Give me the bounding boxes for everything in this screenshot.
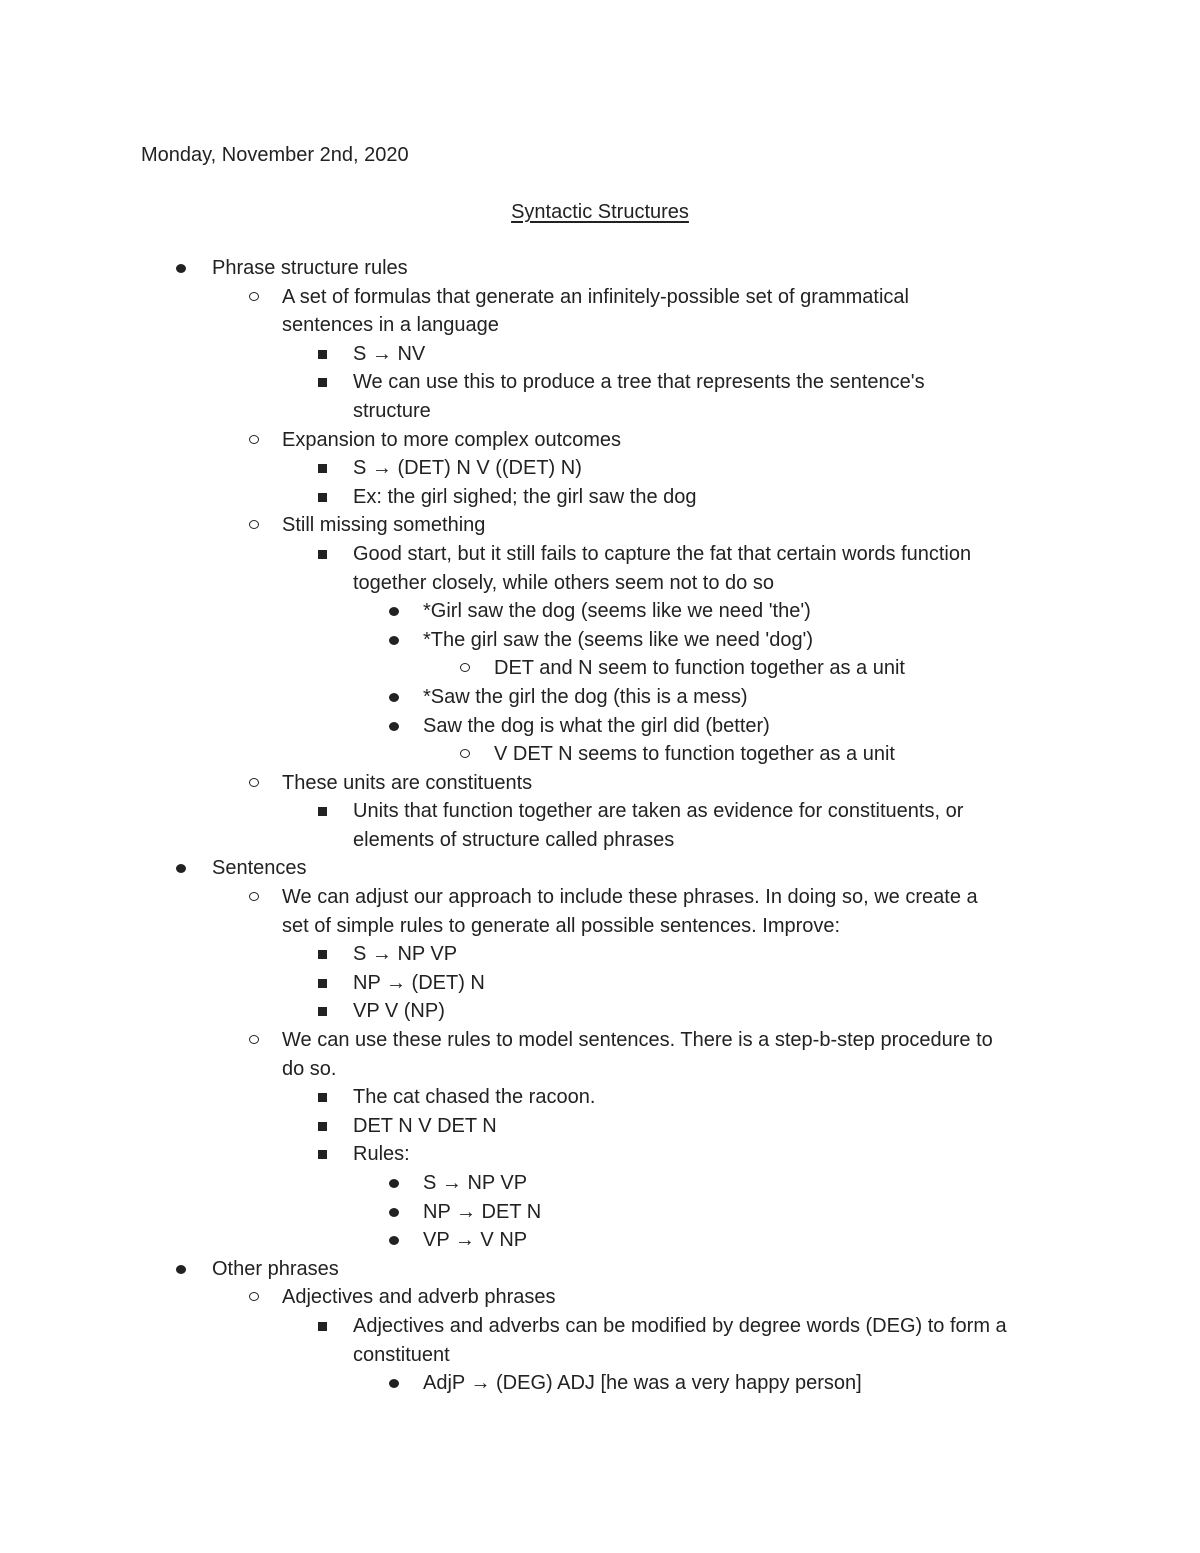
square-bullet-icon: [318, 493, 327, 502]
square-bullet-icon: [318, 1007, 327, 1016]
list-item-text: Phrase structure rules: [212, 257, 408, 279]
list-item-continuation: [0, 569, 1200, 598]
list-item-text: We can adjust our approach to include these phrases. In doing so, we create a: [282, 886, 978, 909]
disc-bullet-icon: [176, 864, 186, 873]
square-bullet-icon: [318, 1122, 327, 1131]
circle-bullet-icon: [249, 1035, 259, 1044]
list-item-text: AdjP → (DEG) ADJ [he was a very happy person]: [423, 1372, 862, 1395]
list-item: [0, 1112, 1200, 1141]
list-item-text: S → (DET) N V ((DET) N): [353, 457, 582, 480]
list-item-text: NP → (DET) N: [353, 971, 485, 994]
list-item: [0, 654, 1200, 683]
list-item: [0, 940, 1200, 969]
list-item-text: Good start, but it still fails to capture the fat that certain words function: [353, 542, 972, 565]
list-item-text: These units are constituents: [282, 771, 533, 794]
list-item-text: S → NP VP: [353, 943, 458, 966]
list-item: [0, 1312, 1200, 1341]
list-item-text: Units that function together are taken as evidence for constituents, or: [353, 800, 964, 823]
circle-bullet-icon: [249, 435, 259, 444]
list-item-continuation: [0, 1055, 1200, 1084]
disc-bullet-icon: [389, 1179, 399, 1188]
disc-bullet-icon: [389, 1236, 399, 1245]
square-bullet-icon: [318, 1322, 327, 1331]
list-item: [0, 483, 1200, 512]
list-item-text: VP V (NP): [353, 1000, 445, 1023]
circle-bullet-icon: [249, 892, 259, 901]
list-item-text: NP → DET N: [423, 1200, 542, 1223]
list-item-text: S → NV: [353, 342, 426, 365]
list-item-text: Rules:: [353, 1143, 410, 1166]
circle-bullet-icon: [249, 1292, 259, 1301]
list-item: [0, 454, 1200, 483]
disc-bullet-icon: [389, 1379, 399, 1388]
disc-bullet-icon: [389, 636, 399, 645]
list-item: [0, 597, 1200, 626]
circle-bullet-icon: [460, 663, 470, 672]
circle-bullet-icon: [249, 520, 259, 529]
list-item-text: Other phrases: [212, 1257, 339, 1280]
list-item-text: *The girl saw the (seems like we need 'dog'): [423, 628, 814, 651]
list-item-text: Expansion to more complex outcomes: [282, 428, 622, 451]
list-item-text: VP → V NP: [423, 1229, 528, 1252]
square-bullet-icon: [318, 464, 327, 473]
list-item-text: Sentences: [212, 857, 307, 880]
list-item: [0, 1369, 1200, 1398]
list-item-continuation: [0, 311, 1200, 340]
list-item-text: Adjectives and adverb phrases: [282, 1286, 556, 1309]
list-item-text: together closely, while others seem not to do so: [353, 571, 774, 594]
list-item-text: elements of structure called phrases: [353, 828, 675, 851]
note-date: Monday, November 2nd, 2020: [141, 144, 409, 166]
list-item-text: The cat chased the racoon.: [353, 1086, 596, 1109]
list-item: [0, 797, 1200, 826]
list-item: [0, 1169, 1200, 1198]
list-item: [0, 969, 1200, 998]
list-item-continuation: [0, 397, 1200, 426]
list-item: [0, 769, 1200, 798]
list-item: [0, 712, 1200, 741]
list-item: [0, 511, 1200, 540]
disc-bullet-icon: [176, 1265, 186, 1274]
list-item-text: constituent: [353, 1343, 450, 1366]
list-item: [0, 1283, 1200, 1312]
disc-bullet-icon: [389, 722, 399, 731]
list-item-text: set of simple rules to generate all possible sentences. Improve:: [282, 914, 841, 937]
list-item-text: Ex: the girl sighed; the girl saw the dog: [353, 485, 697, 508]
list-item: [0, 1083, 1200, 1112]
list-item-text: We can use this to produce a tree that represents the sentence's: [353, 371, 925, 394]
list-item-continuation: [0, 1341, 1200, 1370]
list-item: [0, 740, 1200, 769]
list-item-text: Adjectives and adverbs can be modified by degree words (DEG) to form a: [353, 1314, 1007, 1337]
square-bullet-icon: [318, 807, 327, 816]
list-item-text: DET N V DET N: [353, 1114, 497, 1137]
list-item: [0, 368, 1200, 397]
list-item: [0, 1255, 1200, 1284]
list-item-text: Still missing something: [282, 514, 486, 537]
list-item: [0, 854, 1200, 883]
page-title: Syntactic Structures: [511, 201, 689, 223]
list-item: [0, 426, 1200, 455]
notes-outline: [0, 254, 1200, 1398]
list-item: [0, 540, 1200, 569]
list-item: [0, 1198, 1200, 1227]
square-bullet-icon: [318, 979, 327, 988]
circle-bullet-icon: [249, 292, 259, 301]
square-bullet-icon: [318, 1093, 327, 1102]
list-item: [0, 626, 1200, 655]
list-item-text: S → NP VP: [423, 1172, 528, 1194]
list-item: [0, 1026, 1200, 1055]
circle-bullet-icon: [249, 778, 259, 787]
list-item: [0, 1140, 1200, 1169]
square-bullet-icon: [318, 950, 327, 959]
square-bullet-icon: [318, 350, 327, 359]
list-item: [0, 283, 1200, 312]
list-item-text: DET and N seem to function together as a unit: [494, 657, 905, 680]
disc-bullet-icon: [389, 693, 399, 702]
list-item: [0, 883, 1200, 912]
list-item: [0, 997, 1200, 1026]
list-item: [0, 1226, 1200, 1255]
disc-bullet-icon: [389, 607, 399, 616]
square-bullet-icon: [318, 550, 327, 559]
disc-bullet-icon: [389, 1208, 399, 1217]
list-item-text: do so.: [282, 1057, 337, 1080]
list-item-continuation: [0, 912, 1200, 941]
square-bullet-icon: [318, 378, 327, 387]
list-item-text: We can use these rules to model sentences. There is a step-b-step procedure to: [282, 1029, 993, 1052]
list-item-text: structure: [353, 399, 431, 422]
square-bullet-icon: [318, 1150, 327, 1159]
list-item: [0, 683, 1200, 712]
list-item-text: *Girl saw the dog (seems like we need 'the'): [423, 600, 811, 623]
list-item-text: V DET N seems to function together as a unit: [494, 743, 895, 766]
list-item-text: Saw the dog is what the girl did (better): [423, 714, 770, 737]
list-item-text: *Saw the girl the dog (this is a mess): [423, 685, 748, 708]
disc-bullet-icon: [176, 264, 186, 273]
list-item-text: sentences in a language: [282, 314, 499, 337]
circle-bullet-icon: [460, 749, 470, 758]
list-item-text: A set of formulas that generate an infinitely-possible set of grammatical: [282, 285, 909, 308]
list-item: [0, 340, 1200, 369]
list-item-continuation: [0, 826, 1200, 855]
list-item: [0, 254, 1200, 283]
